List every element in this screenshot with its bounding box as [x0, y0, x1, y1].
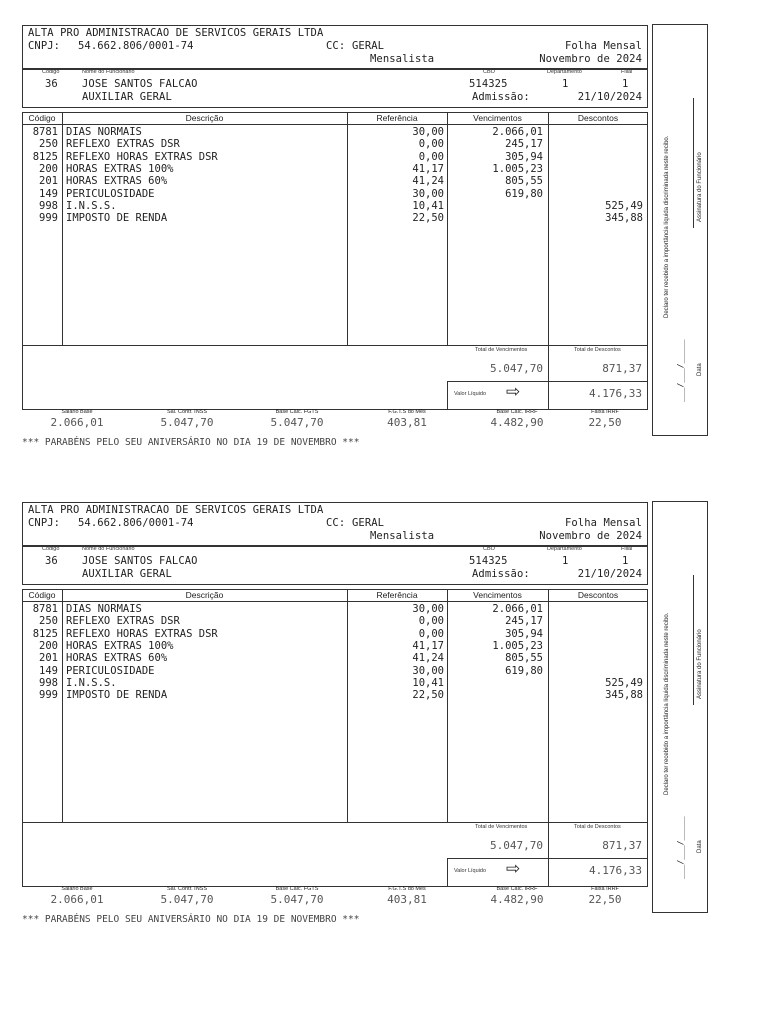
- item-code: 200: [39, 639, 58, 652]
- company-name: ALTA PRO ADMINISTRACAO DE SERVICOS GERAIS LTDA: [28, 504, 324, 516]
- item-code: 200: [39, 162, 58, 175]
- irrf-bracket: 22,50: [588, 416, 622, 429]
- admission-date: 21/10/2024: [577, 91, 642, 103]
- fgts-base: 5.047,70: [270, 416, 324, 429]
- cc-value: GERAL: [352, 517, 385, 529]
- item-description: REFLEXO HORAS EXTRAS DSR: [66, 150, 218, 163]
- irrf-base-label: Base Cálc. IRRF: [496, 409, 538, 415]
- item-description: I.N.S.S.: [66, 676, 117, 689]
- payslip-copy-1: [0, 0, 768, 460]
- item-reference: 10,41: [412, 199, 444, 212]
- cnpj-value: 54.662.806/0001-74: [78, 517, 194, 529]
- department-label: Departamento: [547, 546, 582, 552]
- table-row: [22, 603, 648, 616]
- col-header-code: Código: [28, 590, 56, 600]
- code-label: Código: [42, 546, 60, 552]
- irrf-bracket: 22,50: [588, 893, 622, 906]
- net-pay-arrow-icon: ⇨: [506, 859, 521, 878]
- item-earnings: 245,17: [505, 615, 543, 628]
- irrf-bracket-label: Faixa IRRF: [591, 886, 619, 892]
- item-reference: 0,00: [418, 627, 444, 640]
- item-earnings: 619,80: [505, 187, 543, 200]
- base-salary: 2.066,01: [50, 416, 104, 429]
- col-header-reference: Referência: [376, 113, 418, 123]
- item-description: IMPOSTO DE RENDA: [66, 689, 168, 702]
- cc-label: CC:: [326, 517, 346, 529]
- signature-line: [693, 98, 694, 228]
- item-description: IMPOSTO DE RENDA: [66, 212, 168, 225]
- department-label: Departamento: [547, 69, 582, 75]
- item-reference: 30,00: [412, 603, 444, 615]
- item-code: 149: [39, 187, 58, 200]
- table-body-divider: [22, 345, 648, 346]
- table-row: [22, 628, 648, 641]
- inss-base: 5.047,70: [160, 416, 214, 429]
- cbo-label: CBO: [483, 69, 495, 75]
- irrf-bracket-label: Faixa IRRF: [591, 409, 619, 415]
- table-row: [22, 188, 648, 201]
- table-row: [22, 689, 648, 702]
- date-blank: ___/___/_____: [676, 339, 685, 402]
- item-code: 8781: [32, 126, 58, 138]
- date-label: Data: [697, 363, 703, 376]
- col-header-deductions: Descontos: [577, 590, 619, 600]
- total-deductions: 871,37: [602, 362, 642, 375]
- table-row: [22, 652, 648, 665]
- items-rows: [22, 603, 648, 713]
- branch-label: Filial: [621, 546, 633, 552]
- item-description: DIAS NORMAIS: [66, 603, 142, 615]
- item-earnings: 245,17: [505, 138, 543, 151]
- total-earnings: 5.047,70: [490, 362, 543, 375]
- item-code: 999: [39, 689, 58, 702]
- inss-base-label: Sal. Contr. INSS: [166, 409, 208, 415]
- inss-base-label: Sal. Contr. INSS: [166, 886, 208, 892]
- cc-value: GERAL: [352, 40, 385, 52]
- category: Mensalista: [370, 53, 435, 65]
- item-deductions: 525,49: [605, 676, 643, 689]
- doc-type: Folha Mensal: [564, 517, 642, 529]
- table-row: [22, 163, 648, 176]
- item-reference: 41,24: [412, 175, 444, 188]
- receipt-declaration: Declaro ter recebido a importância líquida discriminada neste recibo.: [664, 135, 670, 318]
- payslip-copy-2: [0, 477, 768, 937]
- employee-branch: 1: [622, 78, 629, 90]
- receipt-declaration: Declaro ter recebido a importância líquida discriminada neste recibo.: [664, 612, 670, 795]
- admission-date: 21/10/2024: [577, 568, 642, 580]
- item-reference: 41,24: [412, 652, 444, 665]
- code-label: Código: [42, 69, 60, 75]
- item-code: 999: [39, 212, 58, 225]
- item-code: 8125: [32, 150, 58, 163]
- admission-label: Admissão:: [472, 91, 530, 103]
- period: Novembro de 2024: [539, 53, 642, 65]
- col-divider: [447, 858, 448, 887]
- employee-department: 1: [562, 78, 569, 90]
- item-reference: 0,00: [418, 615, 444, 628]
- item-reference: 30,00: [412, 187, 444, 200]
- table-row: [22, 677, 648, 690]
- item-earnings: 305,94: [505, 627, 543, 640]
- table-row: [22, 212, 648, 225]
- item-code: 998: [39, 199, 58, 212]
- item-earnings: 1.005,23: [492, 639, 543, 652]
- item-earnings: 2.066,01: [492, 126, 543, 138]
- col-header-description: Descrição: [185, 113, 224, 123]
- item-earnings: 305,94: [505, 150, 543, 163]
- item-code: 201: [39, 175, 58, 188]
- item-reference: 30,00: [412, 126, 444, 138]
- total-earnings: 5.047,70: [490, 839, 543, 852]
- net-pay-arrow-icon: ⇨: [506, 382, 521, 401]
- item-reference: 10,41: [412, 676, 444, 689]
- table-body-divider: [22, 822, 648, 823]
- cc-label: CC:: [326, 40, 346, 52]
- item-description: REFLEXO EXTRAS DSR: [66, 615, 180, 628]
- item-description: I.N.S.S.: [66, 199, 117, 212]
- item-description: HORAS EXTRAS 60%: [66, 652, 168, 665]
- table-row: [22, 126, 648, 139]
- item-earnings: 805,55: [505, 652, 543, 665]
- employee-cbo: 514325: [469, 78, 508, 90]
- table-row: [22, 640, 648, 653]
- signature-label: Assinatura do Funcionário: [697, 152, 703, 222]
- item-reference: 30,00: [412, 664, 444, 677]
- item-description: REFLEXO EXTRAS DSR: [66, 138, 180, 151]
- item-reference: 22,50: [412, 689, 444, 702]
- category: Mensalista: [370, 530, 435, 542]
- net-pay: 4.176,33: [589, 864, 642, 877]
- cbo-label: CBO: [483, 546, 495, 552]
- item-description: HORAS EXTRAS 100%: [66, 162, 174, 175]
- employee-role: AUXILIAR GERAL: [82, 91, 172, 103]
- cnpj-label: CNPJ:: [28, 517, 61, 529]
- item-deductions: 345,88: [605, 689, 643, 702]
- fgts-base-label: Base Cálc. FGTS: [275, 409, 319, 415]
- total-deductions-label: Total de Descontos: [574, 824, 621, 830]
- table-row: [22, 200, 648, 213]
- company-name: ALTA PRO ADMINISTRACAO DE SERVICOS GERAIS LTDA: [28, 27, 324, 39]
- base-salary-label: Salário Base: [61, 409, 93, 415]
- item-reference: 0,00: [418, 138, 444, 151]
- name-label: Nome do Funcionário: [82, 546, 135, 552]
- table-header-divider: [22, 601, 648, 602]
- item-deductions: 525,49: [605, 199, 643, 212]
- item-description: PERICULOSIDADE: [66, 664, 155, 677]
- inss-base: 5.047,70: [160, 893, 214, 906]
- fgts-month-label: F.G.T.S do Mês: [388, 886, 426, 892]
- employee-department: 1: [562, 555, 569, 567]
- net-pay-label: Valor Líquido: [454, 391, 487, 397]
- table-row: [22, 151, 648, 164]
- fgts-month: 403,81: [387, 416, 427, 429]
- item-reference: 41,17: [412, 162, 444, 175]
- admission-label: Admissão:: [472, 568, 530, 580]
- branch-label: Filial: [621, 69, 633, 75]
- employee-branch: 1: [622, 555, 629, 567]
- item-earnings: 2.066,01: [492, 603, 543, 615]
- employee-role: AUXILIAR GERAL: [82, 568, 172, 580]
- col-header-deductions: Descontos: [577, 113, 619, 123]
- item-code: 8781: [32, 603, 58, 615]
- item-reference: 0,00: [418, 150, 444, 163]
- item-earnings: 619,80: [505, 664, 543, 677]
- table-row: [22, 138, 648, 151]
- net-pay: 4.176,33: [589, 387, 642, 400]
- doc-type: Folha Mensal: [564, 40, 642, 52]
- fgts-base: 5.047,70: [270, 893, 324, 906]
- liquido-divider: [447, 858, 648, 859]
- employee-code: 36: [45, 555, 58, 567]
- total-earnings-label: Total de Vencimentos: [475, 347, 528, 353]
- items-rows: [22, 126, 648, 236]
- item-deductions: 345,88: [605, 212, 643, 225]
- liquido-divider: [447, 381, 648, 382]
- item-description: HORAS EXTRAS 100%: [66, 639, 174, 652]
- table-header-divider: [22, 124, 648, 125]
- cnpj-label: CNPJ:: [28, 40, 61, 52]
- base-salary-label: Salário Base: [61, 886, 93, 892]
- total-earnings-label: Total de Vencimentos: [475, 824, 528, 830]
- item-code: 998: [39, 676, 58, 689]
- fgts-month-label: F.G.T.S do Mês: [388, 409, 426, 415]
- col-header-description: Descrição: [185, 590, 224, 600]
- fgts-month: 403,81: [387, 893, 427, 906]
- item-code: 8125: [32, 627, 58, 640]
- name-label: Nome do Funcionário: [82, 69, 135, 75]
- col-header-earnings: Vencimentos: [473, 590, 522, 600]
- irrf-base: 4.482,90: [490, 416, 544, 429]
- table-row: [22, 615, 648, 628]
- item-code: 201: [39, 652, 58, 665]
- net-pay-label: Valor Líquido: [454, 868, 487, 874]
- item-reference: 22,50: [412, 212, 444, 225]
- item-reference: 41,17: [412, 639, 444, 652]
- birthday-message: *** PARABÉNS PELO SEU ANIVERSÁRIO NO DIA 19 DE NOVEMBRO ***: [22, 914, 360, 925]
- col-header-code: Código: [28, 113, 56, 123]
- table-row: [22, 665, 648, 678]
- cnpj-value: 54.662.806/0001-74: [78, 40, 194, 52]
- base-salary: 2.066,01: [50, 893, 104, 906]
- item-code: 149: [39, 664, 58, 677]
- period: Novembro de 2024: [539, 530, 642, 542]
- irrf-base: 4.482,90: [490, 893, 544, 906]
- birthday-message: *** PARABÉNS PELO SEU ANIVERSÁRIO NO DIA 19 DE NOVEMBRO ***: [22, 437, 360, 448]
- signature-label: Assinatura do Funcionário: [697, 629, 703, 699]
- employee-cbo: 514325: [469, 555, 508, 567]
- table-row: [22, 175, 648, 188]
- employee-name: JOSE SANTOS FALCAO: [82, 78, 198, 90]
- item-description: HORAS EXTRAS 60%: [66, 175, 168, 188]
- item-description: DIAS NORMAIS: [66, 126, 142, 138]
- fgts-base-label: Base Cálc. FGTS: [275, 886, 319, 892]
- irrf-base-label: Base Cálc. IRRF: [496, 886, 538, 892]
- item-earnings: 1.005,23: [492, 162, 543, 175]
- date-label: Data: [697, 840, 703, 853]
- total-deductions: 871,37: [602, 839, 642, 852]
- item-code: 250: [39, 138, 58, 151]
- total-deductions-label: Total de Descontos: [574, 347, 621, 353]
- employee-code: 36: [45, 78, 58, 90]
- signature-line: [693, 575, 694, 705]
- item-description: REFLEXO HORAS EXTRAS DSR: [66, 627, 218, 640]
- item-earnings: 805,55: [505, 175, 543, 188]
- date-blank: ___/___/_____: [676, 816, 685, 879]
- employee-name: JOSE SANTOS FALCAO: [82, 555, 198, 567]
- item-description: PERICULOSIDADE: [66, 187, 155, 200]
- col-header-earnings: Vencimentos: [473, 113, 522, 123]
- col-header-reference: Referência: [376, 590, 418, 600]
- col-divider: [447, 381, 448, 410]
- item-code: 250: [39, 615, 58, 628]
